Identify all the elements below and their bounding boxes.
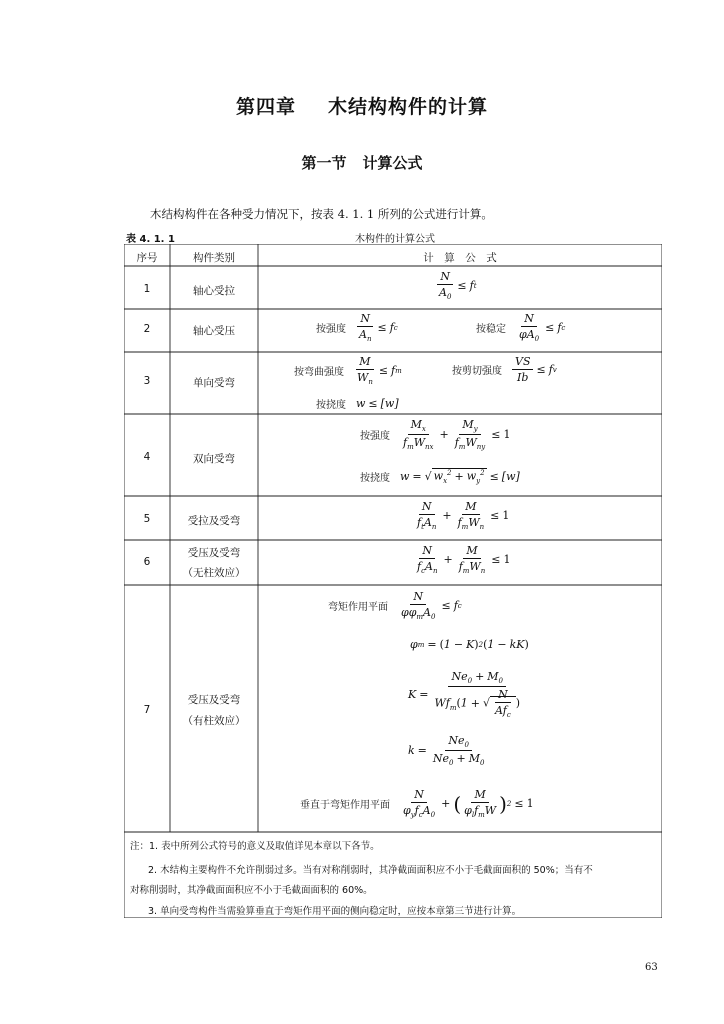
intro-paragraph: 木结构构件在各种受力情况下，按表 4. 1. 1 所列的公式进行计算。	[150, 207, 493, 221]
row3-label-deflection: 按挠度	[316, 400, 346, 411]
header-formula: 计 算 公 式	[423, 252, 497, 264]
row7-type-note: （有柱效应）	[182, 715, 246, 727]
row4-label-deflection: 按挠度	[360, 472, 390, 484]
row5-type: 受拉及受弯	[187, 515, 241, 527]
row2-type: 轴心受压	[193, 325, 235, 337]
section-title: 计算公式	[362, 154, 423, 172]
formula-bending-strength: 按弯曲强度 $\frac{M}{W_n}$ ≤ f m	[294, 355, 402, 387]
row7-type: 受压及受弯	[187, 694, 241, 706]
formula-compression-stability: 按稳定 $\frac{N}{\varphi A_0}$ ≤ f c	[476, 312, 566, 344]
formula-out-of-plane: 垂直于弯矩作用平面 $\frac{N}{\varphi_yf_cA_0}$ + ( $\frac{M}{\varphi_lf_mW}$ ) 2 ≤ 1	[300, 788, 534, 820]
row2-label-stability: 按稳定	[476, 324, 506, 336]
formula-K: K = $Ne_0 + M_0$ $Wf_m(1$ + √ $\frac{N}{Af_c}$ )	[408, 670, 521, 720]
row3-label-bending: 按弯曲强度	[294, 367, 344, 379]
row4-type: 双向受弯	[193, 453, 235, 465]
note-2-cont: 对称削弱时，其净截面面积应不小于毛截面面积的 60%。	[130, 885, 373, 896]
row3-label-shear: 按剪切强度	[452, 366, 502, 377]
page-number: 63	[645, 962, 658, 973]
note-2: 2. 木结构主要构件不允许削弱过多。当有对称削弱时，其净截面面积应不小于毛截面面积的 50%；当有不	[148, 865, 593, 876]
chapter-title: 木结构构件的计算	[328, 96, 489, 118]
chapter-number: 第四章	[235, 96, 296, 118]
formula-tension-bending: $\frac{N}{f_tA_n}$ + $\frac{M}{f_mW_n}$ ≤ 1	[417, 500, 510, 532]
formula-compression-strength: 按强度 $\frac{N}{A_n}$ ≤ f c	[316, 312, 398, 344]
row6-no: 6	[143, 556, 151, 568]
row2-label-strength: 按强度	[316, 324, 346, 336]
note-3: 3. 单向受弯构件当需验算垂直于弯矩作用平面的侧向稳定时，应按本章第三节进行计算。	[148, 906, 522, 917]
row4-no: 4	[143, 451, 151, 463]
table-caption: 木构件的计算公式	[355, 234, 435, 245]
row7-label-in-plane: 弯矩作用平面	[328, 602, 388, 614]
formula-biaxial-strength: 按强度 $\frac{M_x}{f_mW_{nx}}$ + $\frac{M_y}{f_mW_{ny}}$ ≤ 1	[360, 418, 511, 452]
row7-no: 7	[143, 704, 151, 716]
row2-no: 2	[143, 323, 151, 335]
formula-bending-deflection: 按挠度 w ≤ [w]	[316, 397, 399, 411]
formula-biaxial-deflection: 按挠度 w = √ $w_x^2 + w_y^2$ ≤ [w]	[360, 469, 520, 485]
formula-axial-tension: $\frac{N}{A_0}$ ≤ f t	[439, 270, 477, 302]
formula-phi-m: φ m = ( 1 − K ) 2 ( 1 − kK )	[410, 638, 529, 651]
section-heading	[0, 152, 724, 173]
row1-no: 1	[143, 283, 151, 295]
row3-type: 单向受弯	[193, 377, 235, 389]
section-number: 第一节	[301, 154, 347, 172]
row6-type-note: （无柱效应）	[182, 567, 246, 579]
row3-no: 3	[143, 375, 151, 387]
row5-no: 5	[143, 513, 151, 525]
formula-shear-strength: 按剪切强度 $\frac{VS}{Ib}$ ≤ f v	[452, 355, 557, 384]
table-label: 表 4. 1. 1	[126, 234, 175, 245]
formula-compression-bending-no-column: $\frac{N}{f_cA_n}$ + $\frac{M}{f_mW_n}$ ≤ 1	[417, 544, 511, 576]
header-no: 序号	[136, 252, 158, 264]
row6-type: 受压及受弯	[187, 547, 241, 559]
note-1: 注：1. 表中所列公式符号的意义及取值详见本章以下各节。	[130, 841, 380, 852]
row4-label-strength: 按强度	[360, 431, 390, 443]
header-type: 构件类别	[193, 252, 235, 264]
chapter-heading	[0, 92, 724, 119]
formula-in-plane: 弯矩作用平面 $\frac{N}{\varphi\varphi_mA_0}$ ≤ f c	[328, 590, 462, 622]
row1-type: 轴心受拉	[193, 285, 235, 297]
formula-k: k = $\frac{Ne_0}{Ne_0 + M_0}$	[408, 734, 485, 768]
row7-label-out-of-plane: 垂直于弯矩作用平面	[300, 800, 390, 812]
